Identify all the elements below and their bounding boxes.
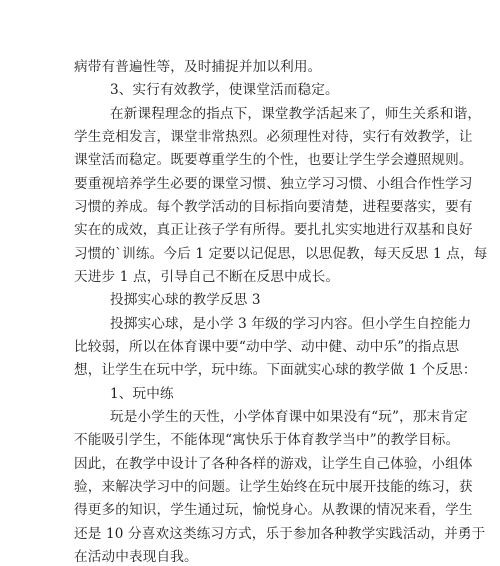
section-heading: 1、玩中练 — [110, 385, 174, 402]
paragraph-line: 习惯的`训练。今后 1 定要以记促思，以思促教，每天反思 1 点，每 — [74, 245, 488, 262]
paragraph-line: 病带有普遍性等，及时捕捉并加以利用。 — [74, 59, 322, 75]
paragraph-line: 想，让学生在玩中学，玩中练。下面就实心球的教学做 1 个反思： — [74, 362, 477, 379]
section-heading: 3、实行有效教学，使课堂活而稳定。 — [110, 82, 339, 99]
paragraph-line: 学生竞相发言，课堂非常热烈。必须理性对待，实行有效教学，让 — [74, 129, 473, 145]
article-title: 投掷实心球的教学反思 3 — [110, 292, 261, 309]
paragraph-line: 不能吸引学生，不能体现“寓快乐于体育教学当中”的教学目标。 — [74, 432, 460, 449]
paragraph-line: 因此，在教学中设计了各种各样的游戏，让学生自己体验，小组体 — [74, 455, 473, 472]
paragraph-line: 在新课程理念的指点下，课堂教学活起来了，师生关系和谐， — [110, 105, 482, 122]
paragraph-line: 得更多的知识，学生通过玩，愉悦身心。从教课的情况来看，学生 — [74, 502, 473, 519]
paragraph-line: 玩是小学生的天性，小学体育课中如果没有“玩”，那末肯定 — [110, 409, 468, 425]
paragraph-line: 比较弱，所以在体育课中要“动中学、动中健、动中乐”的指点思 — [74, 339, 460, 355]
paragraph-line: 课堂活而稳定。既要尊重学生的个性，也要让学生学会遵照规则。 — [74, 152, 473, 169]
paragraph-line: 天进步 1 点，引导自己不断在反思中成长。 — [74, 269, 340, 285]
paragraph-line: 在活动中表现自我。 — [74, 549, 198, 565]
paragraph-line: 要重视培养学生必要的课堂习惯、独立学习习惯、小组合作性学习 — [74, 175, 473, 192]
paragraph-line: 实在的成效，真正让孩子学有所得。要扎扎实实地进行双基和良好 — [74, 222, 473, 239]
paragraph-line: 投掷实心球，是小学 3 年级的学习内容。但小学生自控能力 — [110, 315, 472, 332]
paragraph-line: 验，来解决学习中的问题。让学生始终在玩中展开技能的练习，获 — [74, 479, 473, 495]
paragraph-line: 习惯的养成。每个教学活动的目标指向要清楚，进程要落实，要有 — [74, 199, 473, 215]
paragraph-line: 还是 10 分喜欢这类练习方式，乐于参加各种教学实践活动，并勇于 — [74, 525, 486, 542]
